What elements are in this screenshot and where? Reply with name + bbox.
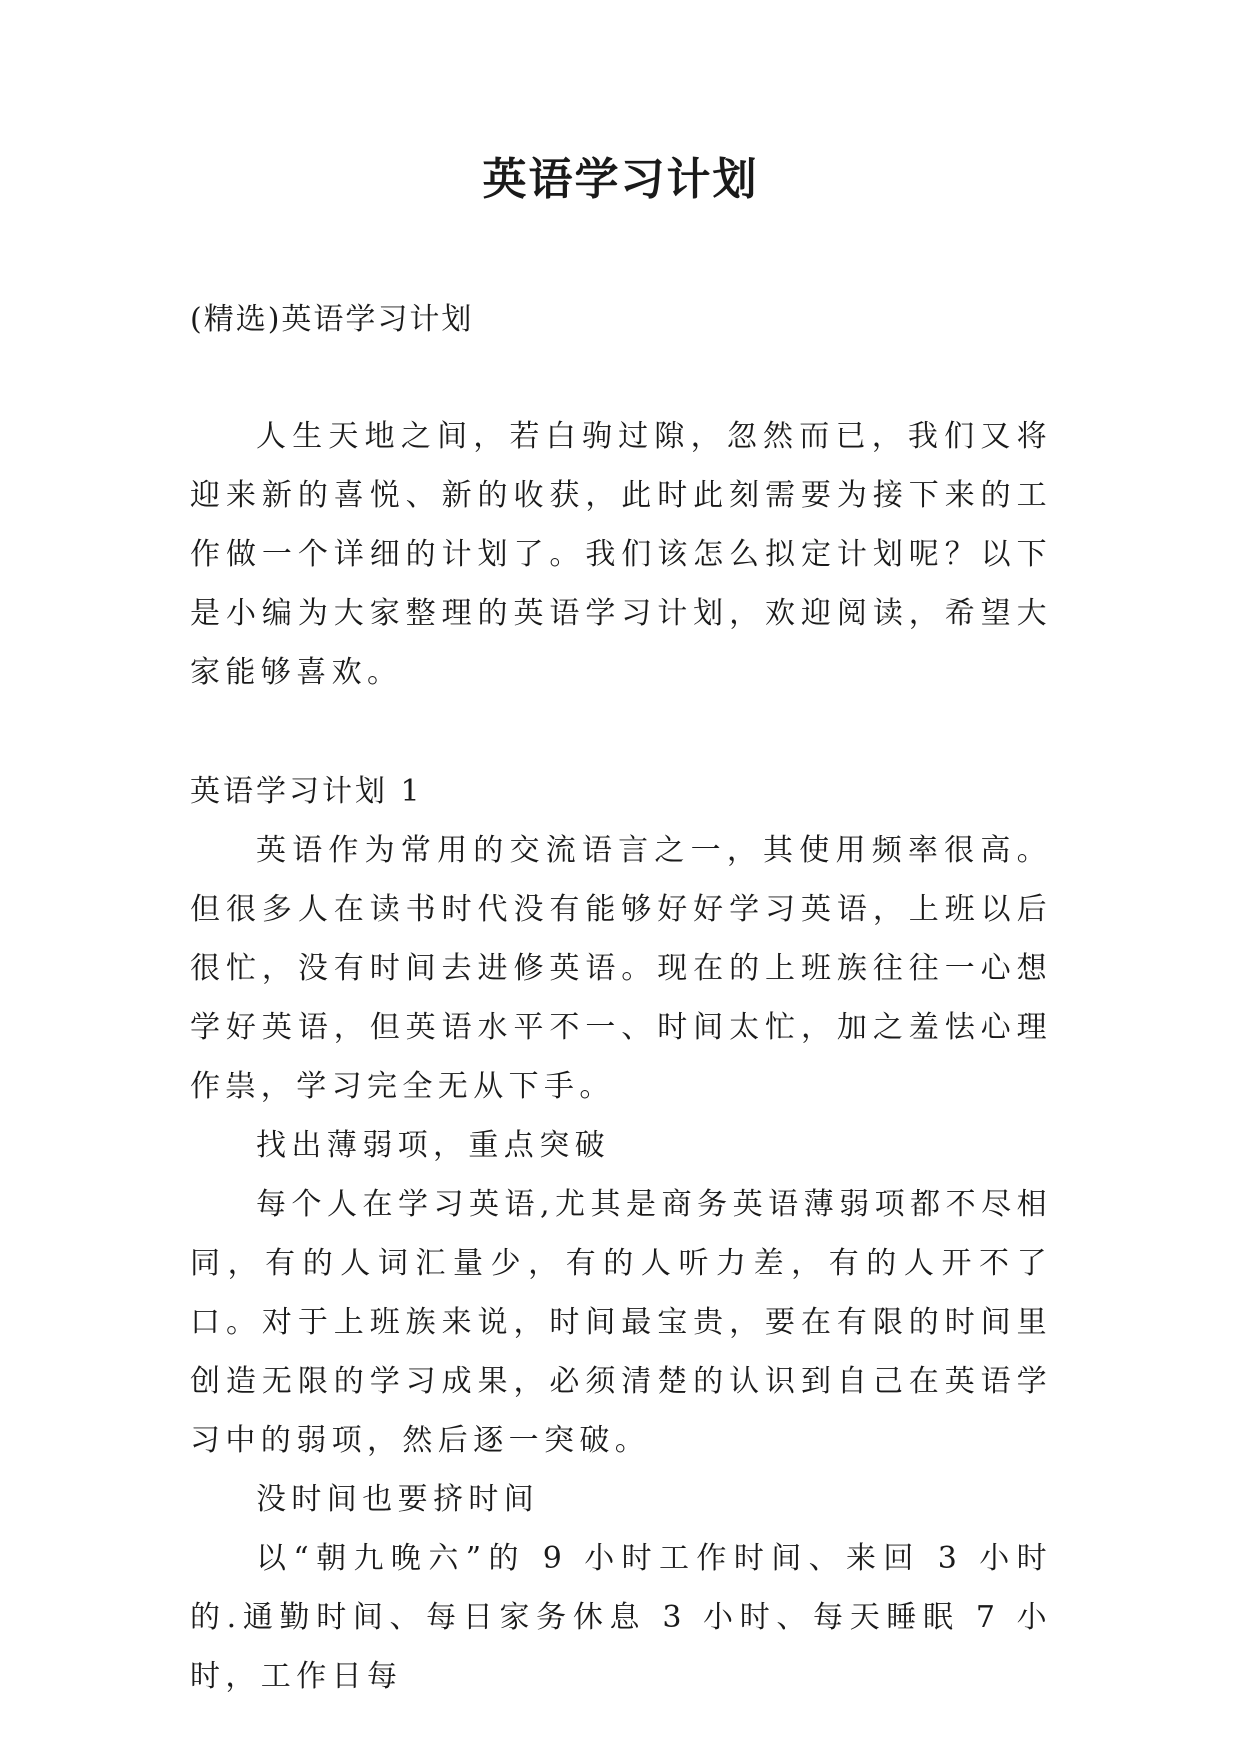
section-paragraph-3: 以“朝九晚六”的 9 小时工作时间、来回 3 小时的.通勤时间、每日家务休息 3 小时、每天睡眠 7 小时，工作日每 bbox=[190, 1541, 1052, 1694]
page-title: 英语学习计划 bbox=[482, 154, 759, 205]
section-paragraph-1: 英语作为常用的交流语言之一，其使用频率很高。但很多人在读书时代没有能够好好学习英语，上班以后很忙，没有时间去进修英语。现在的上班族往往一心想学好英语，但英语水平不一、时间太忙，加之羞怯心理作祟，学习完全无从下手。 bbox=[190, 833, 1052, 1104]
document-body bbox=[190, 290, 1052, 1706]
intro-paragraph: 人生天地之间，若白驹过隙，忽然而已，我们又将迎来新的喜悦、新的收获，此时此刻需要为接下来的工作做一个详细的计划了。我们该怎么拟定计划呢？以下是小编为大家整理的英语学习计划，欢迎阅读，希望大家能够喜欢。 bbox=[190, 419, 1052, 690]
section-paragraph-2: 每个人在学习英语,尤其是商务英语薄弱项都不尽相同，有的人词汇量少，有的人听力差，有的人开不了口。对于上班族来说，时间最宝贵，要在有限的时间里创造无限的学习成果，必须清楚的认识到自己在英语学习中的弱项，然后逐一突破。 bbox=[190, 1187, 1052, 1458]
document-subtitle: (精选)英语学习计划 bbox=[190, 302, 474, 337]
section-heading: 英语学习计划 1 bbox=[190, 774, 423, 809]
section-subheading-1: 找出薄弱项，重点突破 bbox=[256, 1128, 610, 1163]
section-subheading-2: 没时间也要挤时间 bbox=[256, 1482, 540, 1517]
